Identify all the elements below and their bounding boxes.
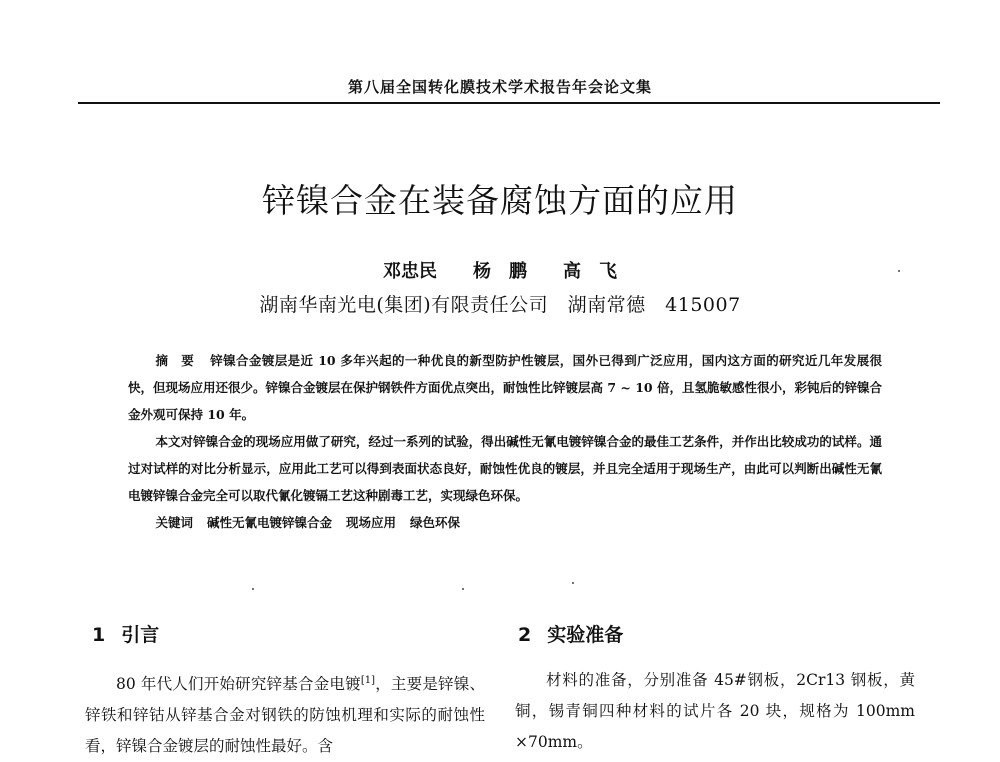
keyword: 碱性无氰电镀锌镍合金 (207, 515, 333, 530)
scan-speck (252, 588, 254, 590)
keywords-line (128, 509, 882, 536)
abstract-paragraph: 本文对锌镍合金的现场应用做了研究，经过一系列的试验，得出碱性无氰电镀锌镍合金的最佳工艺条件，并作出比较成功的试样。通过对试样的对比分析显示，应用此工艺可以得到表面状态良好，耐蚀性优良的镀层，并且完全适用于现场生产，由此可以判断出碱性无氰电镀锌镍合金完全可以取代氰化镀镉工艺这种剧毒工艺，实现绿色环保。 (128, 434, 882, 503)
body-text: 80 年代人们开始研究锌基合金电镀 (116, 675, 361, 694)
section-heading (518, 620, 623, 647)
author-list (330, 257, 670, 283)
section-number: 2 (518, 624, 532, 646)
keyword: 绿色环保 (410, 515, 461, 530)
scan-speck (898, 270, 900, 272)
section-title: 实验准备 (547, 624, 624, 646)
right-column (515, 665, 915, 758)
paper-title: 锌镍合金在装备腐蚀方面的应用 (262, 181, 738, 220)
abstract-paragraph (128, 347, 882, 428)
section-title: 引言 (121, 624, 160, 646)
author-name: 高 飞 (563, 261, 617, 282)
abstract-block (128, 347, 882, 536)
author-name: 邓忠民 (383, 261, 437, 282)
body-paragraph: 材料的准备，分别准备 45#钢板，2Cr13 钢板，黄铜，锡青铜四种材料的试片各 20 块，规格为 100mm ×70mm。 (515, 671, 915, 751)
keyword: 现场应用 (346, 515, 397, 530)
scan-speck (572, 582, 574, 584)
abstract-label: 摘 要 (155, 353, 195, 368)
affiliation: 湖南华南光电(集团)有限责任公司 湖南常德 415007 (259, 294, 741, 316)
keywords-label: 关键词 (155, 515, 194, 530)
running-header: 第八届全国转化膜技术学术报告年会论文集 (347, 78, 652, 96)
body-text: ，主要是锌镍、锌铁和锌钴从锌基合金对钢铁的防蚀机理和实际的耐蚀性看，锌镍合金镀层的耐蚀性最好。含 (85, 675, 485, 756)
body-paragraph (85, 665, 485, 762)
citation: [1] (360, 675, 375, 686)
left-column (85, 665, 485, 762)
header-rule (78, 102, 940, 104)
author-name: 杨 鹏 (473, 261, 527, 282)
section-heading (92, 620, 159, 647)
section-number: 1 (92, 624, 106, 646)
scan-speck (462, 588, 464, 590)
abstract-text: 锌镍合金镀层是近 10 多年兴起的一种优良的新型防护性镀层，国外已得到广泛应用，国内这方面的研究近几年发展很快，但现场应用还很少。锌镍合金镀层在保护钢铁件方面优点突出，耐蚀性比锌镀层高 7 ~ 10 倍，且氢脆敏感性很小，彩钝后的锌镍合金外观可保持 10 年。 (128, 353, 882, 422)
